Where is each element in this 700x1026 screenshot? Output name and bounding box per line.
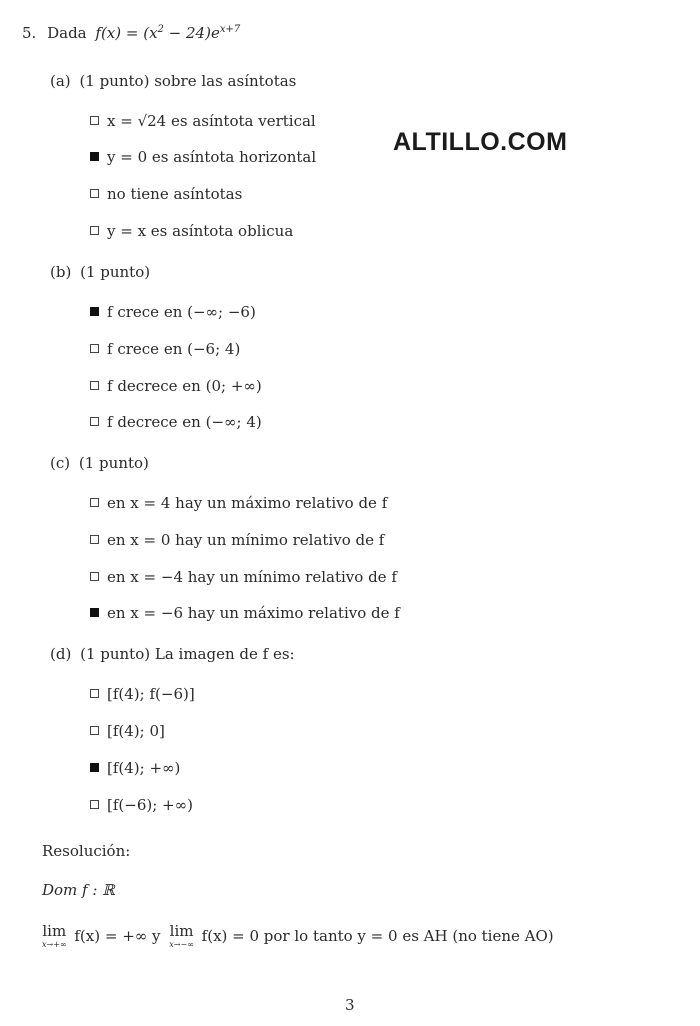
option-text: f decrece en (0; +∞) <box>107 377 262 395</box>
option-text: y = 0 es asíntota horizontal <box>107 148 317 166</box>
checkbox-filled-icon[interactable] <box>90 307 99 316</box>
part-label: (d) <box>50 645 72 663</box>
checkbox-empty-icon[interactable] <box>90 116 99 125</box>
option-text: y = x es asíntota oblicua <box>107 222 294 240</box>
limit-plus-infinity: lim x→+∞ <box>42 922 67 949</box>
checkbox-empty-icon[interactable] <box>90 535 99 544</box>
checkbox-empty-icon[interactable] <box>90 226 99 235</box>
checkbox-filled-icon[interactable] <box>90 763 99 772</box>
watermark-logo: ALTILLO.COM <box>393 128 568 156</box>
option-text: no tiene asíntotas <box>107 185 243 203</box>
option-d-4[interactable] <box>90 796 193 814</box>
checkbox-empty-icon[interactable] <box>90 572 99 581</box>
limit-1-expression: f(x) = +∞ y <box>74 927 161 945</box>
option-text: x = √24 es asíntota vertical <box>107 112 316 130</box>
checkbox-filled-icon[interactable] <box>90 608 99 617</box>
part-heading-text: (1 punto) sobre las asíntotas <box>79 72 297 90</box>
option-c-3[interactable] <box>90 568 397 586</box>
part-a-heading <box>50 72 296 90</box>
option-a-4[interactable] <box>90 222 293 240</box>
option-text: en x = −4 hay un mínimo relativo de f <box>107 568 397 586</box>
problem-intro: Dada <box>47 24 87 42</box>
option-d-1[interactable] <box>90 685 195 703</box>
checkbox-empty-icon[interactable] <box>90 344 99 353</box>
resolution-domain: Dom f : ℝ <box>42 881 115 899</box>
option-d-2[interactable] <box>90 722 165 740</box>
option-text: en x = 4 hay un máximo relativo de f <box>107 494 388 512</box>
option-c-4[interactable] <box>90 604 400 622</box>
limit-2-expression: f(x) = 0 por lo tanto y = 0 es AH (no tiene AO) <box>201 927 554 945</box>
checkbox-filled-icon[interactable] <box>90 152 99 161</box>
part-label: (b) <box>50 263 72 281</box>
problem-number: 5. <box>22 24 37 42</box>
option-c-2[interactable] <box>90 531 384 549</box>
option-text: f decrece en (−∞; 4) <box>107 413 262 431</box>
option-text: en x = 0 hay un mínimo relativo de f <box>107 531 385 549</box>
part-heading-text: (1 punto) <box>78 454 149 472</box>
option-text: [f(4); 0] <box>107 722 165 740</box>
option-b-2[interactable] <box>90 340 240 358</box>
part-heading-text: (1 punto) <box>80 263 151 281</box>
option-text: [f(4); +∞) <box>107 759 181 777</box>
option-c-1[interactable] <box>90 494 387 512</box>
checkbox-empty-icon[interactable] <box>90 498 99 507</box>
option-b-3[interactable] <box>90 377 262 395</box>
resolution-limits <box>42 924 554 949</box>
resolution-title: Resolución: <box>42 842 131 860</box>
page-number: 3 <box>345 996 355 1014</box>
part-b-heading <box>50 263 150 281</box>
option-text: [f(−6); +∞) <box>107 796 193 814</box>
option-d-3[interactable] <box>90 759 180 777</box>
checkbox-empty-icon[interactable] <box>90 417 99 426</box>
part-c-heading <box>50 454 149 472</box>
part-label: (a) <box>50 72 71 90</box>
option-a-3[interactable] <box>90 185 242 203</box>
option-b-4[interactable] <box>90 413 262 431</box>
problem-statement <box>22 24 240 42</box>
part-d-heading <box>50 645 295 663</box>
checkbox-empty-icon[interactable] <box>90 189 99 198</box>
checkbox-empty-icon[interactable] <box>90 800 99 809</box>
checkbox-empty-icon[interactable] <box>90 381 99 390</box>
problem-function: $f(x) = (x^2 - 24)e^{x+7}$ <box>95 24 241 42</box>
option-a-1[interactable] <box>90 112 316 130</box>
option-b-1[interactable] <box>90 303 256 321</box>
checkbox-empty-icon[interactable] <box>90 726 99 735</box>
option-text: [f(4); f(−6)] <box>107 685 195 703</box>
option-text: f crece en (−6; 4) <box>107 340 241 358</box>
part-heading-text: (1 punto) La imagen de f es: <box>80 645 295 663</box>
limit-minus-infinity: lim x→−∞ <box>169 922 194 949</box>
option-text: f crece en (−∞; −6) <box>107 303 256 321</box>
option-text: en x = −6 hay un máximo relativo de f <box>107 604 400 622</box>
part-label: (c) <box>50 454 71 472</box>
checkbox-empty-icon[interactable] <box>90 689 99 698</box>
option-a-2[interactable] <box>90 148 316 166</box>
